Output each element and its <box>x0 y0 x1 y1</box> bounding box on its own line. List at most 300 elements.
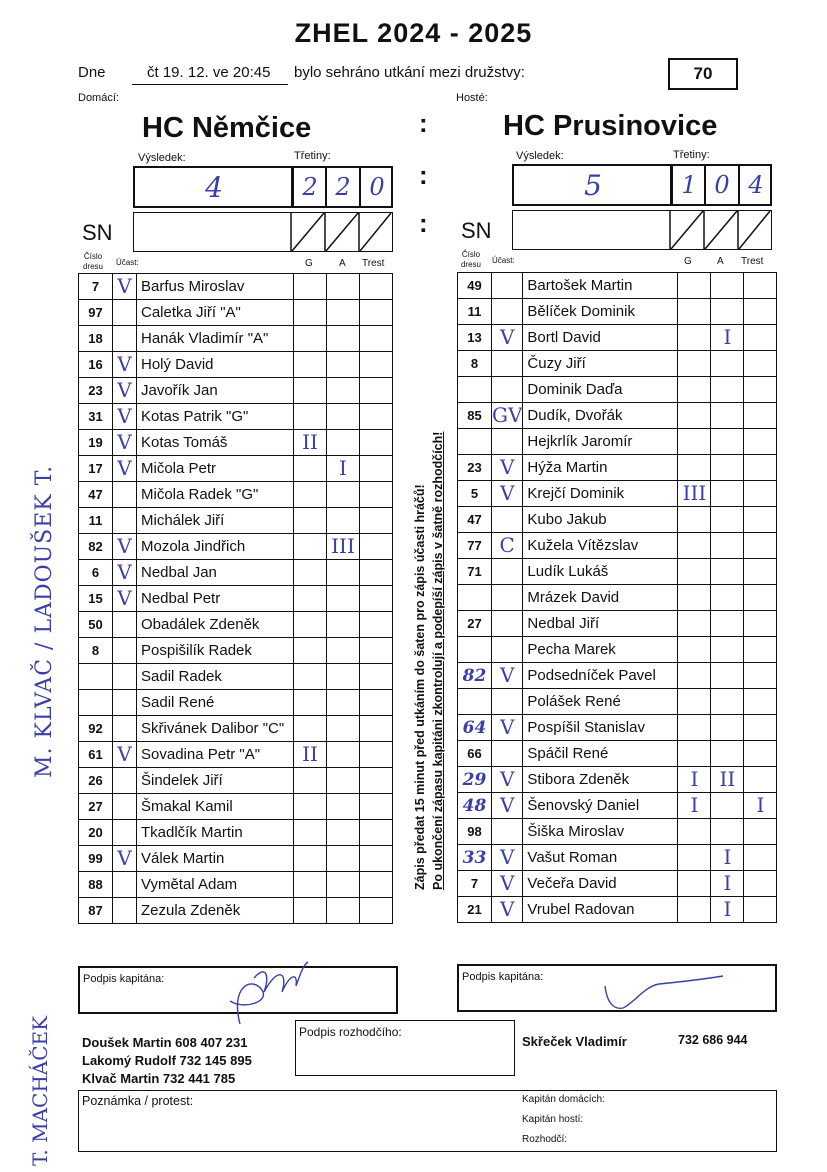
player-penalties[interactable] <box>744 871 777 897</box>
player-name[interactable] <box>523 585 678 611</box>
player-assists[interactable] <box>711 611 744 637</box>
player-number[interactable] <box>79 378 113 404</box>
player-penalties[interactable] <box>360 820 393 846</box>
player-penalties[interactable] <box>744 663 777 689</box>
player-assists[interactable] <box>327 404 360 430</box>
player-goals[interactable] <box>294 378 327 404</box>
player-penalties[interactable] <box>360 482 393 508</box>
player-name[interactable] <box>137 742 294 768</box>
player-penalties[interactable] <box>744 845 777 871</box>
player-name[interactable] <box>137 378 294 404</box>
player-assists[interactable] <box>711 741 744 767</box>
player-name[interactable] <box>523 845 678 871</box>
player-name[interactable] <box>523 325 678 351</box>
player-goals[interactable] <box>678 689 711 715</box>
player-number[interactable] <box>79 742 113 768</box>
player-number[interactable] <box>79 664 113 690</box>
player-attendance[interactable] <box>113 534 137 560</box>
player-number[interactable] <box>458 429 492 455</box>
player-assists[interactable] <box>327 378 360 404</box>
player-assists[interactable] <box>327 508 360 534</box>
player-name[interactable] <box>137 560 294 586</box>
player-assists[interactable] <box>327 274 360 300</box>
player-goals[interactable] <box>678 819 711 845</box>
player-number[interactable] <box>458 507 492 533</box>
player-assists[interactable] <box>327 768 360 794</box>
player-number[interactable] <box>79 794 113 820</box>
player-penalties[interactable] <box>744 689 777 715</box>
player-name[interactable] <box>523 663 678 689</box>
player-attendance[interactable] <box>113 300 137 326</box>
player-name[interactable] <box>137 586 294 612</box>
player-goals[interactable] <box>294 612 327 638</box>
player-name[interactable] <box>137 872 294 898</box>
player-penalties[interactable] <box>744 767 777 793</box>
player-name[interactable] <box>523 819 678 845</box>
player-assists[interactable] <box>711 897 744 923</box>
player-attendance[interactable] <box>492 637 523 663</box>
player-penalties[interactable] <box>360 352 393 378</box>
player-attendance[interactable] <box>492 325 523 351</box>
player-goals[interactable] <box>294 794 327 820</box>
player-name[interactable] <box>137 352 294 378</box>
player-attendance[interactable] <box>113 690 137 716</box>
player-name[interactable] <box>523 871 678 897</box>
player-attendance[interactable] <box>492 663 523 689</box>
player-number[interactable] <box>458 533 492 559</box>
player-goals[interactable] <box>678 455 711 481</box>
player-attendance[interactable] <box>492 767 523 793</box>
player-penalties[interactable] <box>360 456 393 482</box>
player-name[interactable] <box>137 768 294 794</box>
player-penalties[interactable] <box>360 794 393 820</box>
player-attendance[interactable] <box>113 274 137 300</box>
player-assists[interactable] <box>711 507 744 533</box>
player-attendance[interactable] <box>113 352 137 378</box>
player-number[interactable] <box>79 716 113 742</box>
player-goals[interactable] <box>294 638 327 664</box>
player-assists[interactable] <box>711 429 744 455</box>
player-penalties[interactable] <box>744 637 777 663</box>
player-goals[interactable] <box>294 586 327 612</box>
player-name[interactable] <box>523 455 678 481</box>
player-number[interactable] <box>79 326 113 352</box>
player-assists[interactable] <box>711 663 744 689</box>
player-number[interactable] <box>458 845 492 871</box>
player-assists[interactable] <box>711 819 744 845</box>
player-name[interactable] <box>523 767 678 793</box>
player-penalties[interactable] <box>360 326 393 352</box>
player-number[interactable] <box>79 846 113 872</box>
player-goals[interactable] <box>294 456 327 482</box>
player-assists[interactable] <box>711 689 744 715</box>
player-penalties[interactable] <box>360 846 393 872</box>
player-name[interactable] <box>523 429 678 455</box>
player-number[interactable] <box>79 534 113 560</box>
player-penalties[interactable] <box>744 429 777 455</box>
player-number[interactable] <box>79 612 113 638</box>
player-number[interactable] <box>79 638 113 664</box>
player-number[interactable] <box>458 663 492 689</box>
player-attendance[interactable] <box>113 872 137 898</box>
player-assists[interactable] <box>327 482 360 508</box>
player-goals[interactable] <box>294 664 327 690</box>
player-attendance[interactable] <box>113 586 137 612</box>
player-name[interactable] <box>137 482 294 508</box>
player-attendance[interactable] <box>492 689 523 715</box>
player-name[interactable] <box>523 559 678 585</box>
player-attendance[interactable] <box>492 481 523 507</box>
player-attendance[interactable] <box>492 429 523 455</box>
player-penalties[interactable] <box>744 325 777 351</box>
player-attendance[interactable] <box>113 794 137 820</box>
player-goals[interactable] <box>678 273 711 299</box>
player-attendance[interactable] <box>113 664 137 690</box>
player-goals[interactable] <box>294 482 327 508</box>
player-penalties[interactable] <box>744 351 777 377</box>
player-penalties[interactable] <box>360 742 393 768</box>
player-attendance[interactable] <box>492 585 523 611</box>
player-penalties[interactable] <box>360 638 393 664</box>
player-penalties[interactable] <box>744 819 777 845</box>
player-assists[interactable] <box>327 872 360 898</box>
player-goals[interactable] <box>678 377 711 403</box>
player-penalties[interactable] <box>360 898 393 924</box>
player-number[interactable] <box>79 898 113 924</box>
player-name[interactable] <box>137 300 294 326</box>
player-penalties[interactable] <box>360 690 393 716</box>
player-name[interactable] <box>137 404 294 430</box>
player-goals[interactable] <box>678 403 711 429</box>
player-name[interactable] <box>523 741 678 767</box>
player-number[interactable] <box>79 872 113 898</box>
player-assists[interactable] <box>327 846 360 872</box>
player-assists[interactable] <box>711 299 744 325</box>
player-number[interactable] <box>458 273 492 299</box>
player-goals[interactable] <box>294 768 327 794</box>
player-goals[interactable] <box>294 742 327 768</box>
player-name[interactable] <box>137 508 294 534</box>
player-goals[interactable] <box>678 533 711 559</box>
player-goals[interactable] <box>678 741 711 767</box>
player-name[interactable] <box>523 351 678 377</box>
player-attendance[interactable] <box>113 820 137 846</box>
player-goals[interactable] <box>294 430 327 456</box>
player-penalties[interactable] <box>360 378 393 404</box>
player-goals[interactable] <box>678 871 711 897</box>
player-attendance[interactable] <box>113 716 137 742</box>
player-goals[interactable] <box>678 715 711 741</box>
player-name[interactable] <box>137 846 294 872</box>
note-protest-box[interactable] <box>78 1090 777 1152</box>
player-number[interactable] <box>79 274 113 300</box>
player-penalties[interactable] <box>360 586 393 612</box>
player-number[interactable] <box>458 767 492 793</box>
player-assists[interactable] <box>327 898 360 924</box>
player-penalties[interactable] <box>360 768 393 794</box>
player-assists[interactable] <box>327 794 360 820</box>
player-assists[interactable] <box>327 430 360 456</box>
player-penalties[interactable] <box>360 430 393 456</box>
player-goals[interactable] <box>678 559 711 585</box>
player-number[interactable] <box>79 482 113 508</box>
player-number[interactable] <box>79 560 113 586</box>
player-attendance[interactable] <box>113 456 137 482</box>
player-attendance[interactable] <box>492 793 523 819</box>
player-attendance[interactable] <box>492 351 523 377</box>
player-assists[interactable] <box>327 560 360 586</box>
player-number[interactable] <box>79 300 113 326</box>
player-goals[interactable] <box>294 716 327 742</box>
player-assists[interactable] <box>711 533 744 559</box>
player-attendance[interactable] <box>113 612 137 638</box>
player-name[interactable] <box>137 690 294 716</box>
player-penalties[interactable] <box>744 299 777 325</box>
player-attendance[interactable] <box>113 846 137 872</box>
player-assists[interactable] <box>711 845 744 871</box>
player-name[interactable] <box>523 689 678 715</box>
player-attendance[interactable] <box>113 482 137 508</box>
player-penalties[interactable] <box>744 715 777 741</box>
player-attendance[interactable] <box>113 508 137 534</box>
player-attendance[interactable] <box>492 299 523 325</box>
player-name[interactable] <box>137 612 294 638</box>
player-name[interactable] <box>523 715 678 741</box>
player-assists[interactable] <box>327 534 360 560</box>
player-attendance[interactable] <box>113 560 137 586</box>
player-name[interactable] <box>137 326 294 352</box>
player-number[interactable] <box>458 481 492 507</box>
player-goals[interactable] <box>294 300 327 326</box>
player-name[interactable] <box>523 793 678 819</box>
player-goals[interactable] <box>294 508 327 534</box>
player-name[interactable] <box>137 456 294 482</box>
player-goals[interactable] <box>294 690 327 716</box>
player-assists[interactable] <box>711 871 744 897</box>
player-penalties[interactable] <box>360 716 393 742</box>
player-number[interactable] <box>458 351 492 377</box>
player-penalties[interactable] <box>744 585 777 611</box>
player-number[interactable] <box>79 508 113 534</box>
player-name[interactable] <box>523 481 678 507</box>
player-number[interactable] <box>79 586 113 612</box>
player-goals[interactable] <box>678 767 711 793</box>
player-assists[interactable] <box>711 559 744 585</box>
player-goals[interactable] <box>294 820 327 846</box>
player-goals[interactable] <box>678 585 711 611</box>
player-number[interactable] <box>458 455 492 481</box>
player-number[interactable] <box>458 897 492 923</box>
player-attendance[interactable] <box>492 871 523 897</box>
player-attendance[interactable] <box>492 845 523 871</box>
player-assists[interactable] <box>327 664 360 690</box>
player-name[interactable] <box>523 403 678 429</box>
player-assists[interactable] <box>711 351 744 377</box>
player-attendance[interactable] <box>492 559 523 585</box>
player-assists[interactable] <box>327 742 360 768</box>
player-penalties[interactable] <box>360 872 393 898</box>
player-name[interactable] <box>137 664 294 690</box>
player-number[interactable] <box>79 352 113 378</box>
player-assists[interactable] <box>711 455 744 481</box>
player-assists[interactable] <box>327 300 360 326</box>
player-assists[interactable] <box>327 352 360 378</box>
player-penalties[interactable] <box>360 664 393 690</box>
player-attendance[interactable] <box>492 741 523 767</box>
player-goals[interactable] <box>294 404 327 430</box>
player-goals[interactable] <box>294 898 327 924</box>
player-goals[interactable] <box>294 352 327 378</box>
player-attendance[interactable] <box>113 768 137 794</box>
player-goals[interactable] <box>678 481 711 507</box>
player-name[interactable] <box>523 611 678 637</box>
player-goals[interactable] <box>294 274 327 300</box>
player-assists[interactable] <box>327 820 360 846</box>
guest-captain-signature-box[interactable] <box>457 964 777 1012</box>
player-penalties[interactable] <box>360 508 393 534</box>
player-assists[interactable] <box>711 637 744 663</box>
player-attendance[interactable] <box>492 897 523 923</box>
player-assists[interactable] <box>711 481 744 507</box>
player-number[interactable] <box>458 559 492 585</box>
player-goals[interactable] <box>294 560 327 586</box>
player-penalties[interactable] <box>360 300 393 326</box>
player-name[interactable] <box>137 716 294 742</box>
player-assists[interactable] <box>711 585 744 611</box>
player-goals[interactable] <box>678 793 711 819</box>
player-penalties[interactable] <box>744 611 777 637</box>
player-attendance[interactable] <box>492 273 523 299</box>
player-attendance[interactable] <box>113 378 137 404</box>
player-number[interactable] <box>458 871 492 897</box>
player-goals[interactable] <box>294 846 327 872</box>
player-name[interactable] <box>523 507 678 533</box>
player-assists[interactable] <box>711 767 744 793</box>
player-number[interactable] <box>79 456 113 482</box>
player-number[interactable] <box>458 793 492 819</box>
player-penalties[interactable] <box>744 377 777 403</box>
player-name[interactable] <box>137 898 294 924</box>
player-penalties[interactable] <box>360 560 393 586</box>
player-number[interactable] <box>79 820 113 846</box>
player-goals[interactable] <box>678 299 711 325</box>
player-number[interactable] <box>79 430 113 456</box>
player-penalties[interactable] <box>360 404 393 430</box>
player-goals[interactable] <box>678 429 711 455</box>
player-attendance[interactable] <box>113 326 137 352</box>
player-attendance[interactable] <box>113 742 137 768</box>
player-name[interactable] <box>523 533 678 559</box>
player-number[interactable] <box>458 715 492 741</box>
player-name[interactable] <box>137 274 294 300</box>
player-attendance[interactable] <box>492 819 523 845</box>
player-number[interactable] <box>458 611 492 637</box>
player-penalties[interactable] <box>744 481 777 507</box>
player-number[interactable] <box>79 690 113 716</box>
player-number[interactable] <box>458 403 492 429</box>
player-penalties[interactable] <box>360 612 393 638</box>
player-assists[interactable] <box>711 377 744 403</box>
player-number[interactable] <box>458 299 492 325</box>
player-name[interactable] <box>137 638 294 664</box>
player-attendance[interactable] <box>492 377 523 403</box>
player-goals[interactable] <box>294 326 327 352</box>
player-attendance[interactable] <box>113 638 137 664</box>
player-assists[interactable] <box>711 715 744 741</box>
player-number[interactable] <box>458 585 492 611</box>
player-goals[interactable] <box>678 351 711 377</box>
player-assists[interactable] <box>327 586 360 612</box>
player-penalties[interactable] <box>744 741 777 767</box>
player-penalties[interactable] <box>744 533 777 559</box>
player-name[interactable] <box>137 820 294 846</box>
player-attendance[interactable] <box>113 404 137 430</box>
player-assists[interactable] <box>327 690 360 716</box>
player-number[interactable] <box>458 741 492 767</box>
player-attendance[interactable] <box>492 403 523 429</box>
player-name[interactable] <box>523 637 678 663</box>
player-assists[interactable] <box>327 716 360 742</box>
player-assists[interactable] <box>327 456 360 482</box>
player-goals[interactable] <box>678 611 711 637</box>
player-goals[interactable] <box>678 897 711 923</box>
player-number[interactable] <box>458 377 492 403</box>
player-penalties[interactable] <box>360 534 393 560</box>
player-attendance[interactable] <box>113 898 137 924</box>
player-assists[interactable] <box>711 403 744 429</box>
player-name[interactable] <box>137 794 294 820</box>
player-penalties[interactable] <box>360 274 393 300</box>
player-penalties[interactable] <box>744 507 777 533</box>
player-attendance[interactable] <box>492 507 523 533</box>
player-penalties[interactable] <box>744 273 777 299</box>
player-assists[interactable] <box>711 793 744 819</box>
player-assists[interactable] <box>327 612 360 638</box>
player-number[interactable] <box>79 404 113 430</box>
referee-signature-box[interactable] <box>295 1020 515 1076</box>
player-penalties[interactable] <box>744 897 777 923</box>
player-name[interactable] <box>523 299 678 325</box>
player-attendance[interactable] <box>113 430 137 456</box>
player-penalties[interactable] <box>744 455 777 481</box>
player-name[interactable] <box>523 377 678 403</box>
player-number[interactable] <box>458 689 492 715</box>
player-attendance[interactable] <box>492 533 523 559</box>
player-assists[interactable] <box>327 326 360 352</box>
player-goals[interactable] <box>678 507 711 533</box>
player-name[interactable] <box>523 273 678 299</box>
player-goals[interactable] <box>678 325 711 351</box>
player-number[interactable] <box>458 325 492 351</box>
player-attendance[interactable] <box>492 715 523 741</box>
player-name[interactable] <box>137 534 294 560</box>
player-penalties[interactable] <box>744 559 777 585</box>
player-goals[interactable] <box>294 872 327 898</box>
player-goals[interactable] <box>678 637 711 663</box>
player-goals[interactable] <box>678 663 711 689</box>
player-attendance[interactable] <box>492 455 523 481</box>
player-number[interactable] <box>458 819 492 845</box>
player-number[interactable] <box>79 768 113 794</box>
player-assists[interactable] <box>327 638 360 664</box>
player-penalties[interactable] <box>744 793 777 819</box>
player-name[interactable] <box>523 897 678 923</box>
player-goals[interactable] <box>678 845 711 871</box>
player-number[interactable] <box>458 637 492 663</box>
player-assists[interactable] <box>711 273 744 299</box>
player-penalties[interactable] <box>744 403 777 429</box>
player-name[interactable] <box>137 430 294 456</box>
